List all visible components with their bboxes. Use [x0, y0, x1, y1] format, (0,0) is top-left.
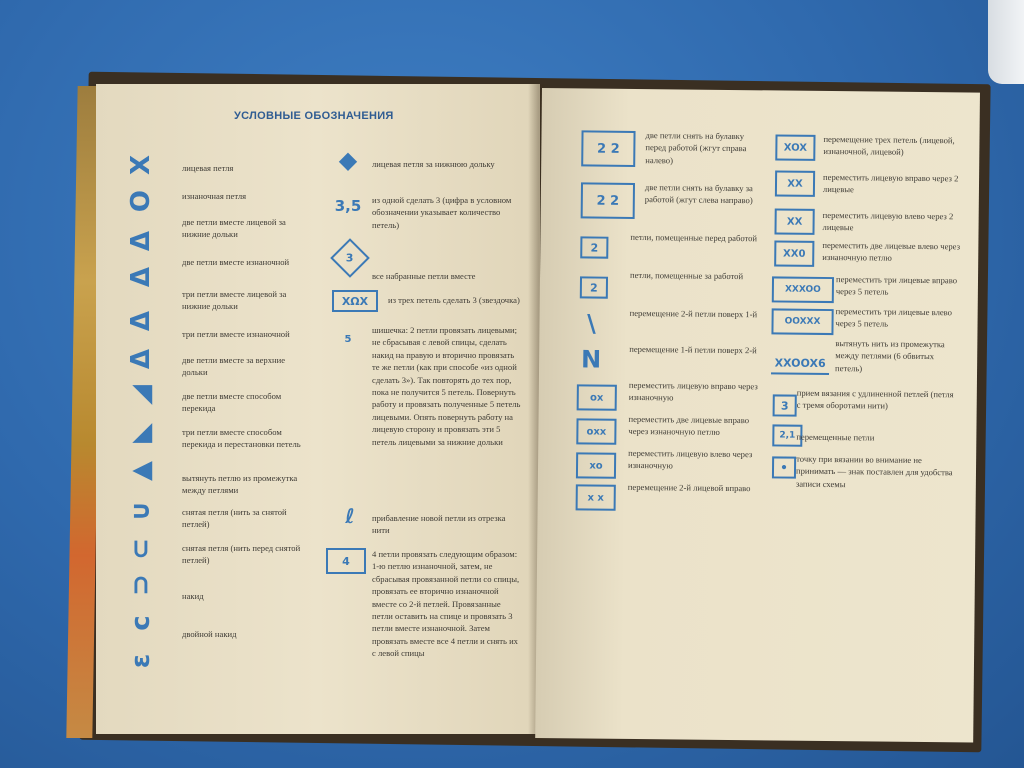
legend-text: две петли вместе за верхние дольки — [182, 355, 286, 378]
legend-text: переместить три лицевые вправо через 5 петель — [835, 274, 958, 298]
legend-text: переместить лицевую вправо через изнаночную — [628, 379, 758, 403]
legend-text: три петли вместе изнаночной — [182, 329, 290, 339]
symbol-corner: ◢ — [126, 385, 156, 405]
symbol-epsilon: ɛ — [126, 653, 156, 669]
purl-four-symbol: 4 — [326, 548, 366, 574]
legend-text: из трех петель сделать 3 (звездочка) — [388, 295, 520, 305]
legend-text: две петли снять на булавку перед работой (жгут справа налево) — [645, 130, 747, 166]
front-stitch-symbol: 2 — [580, 236, 608, 258]
symbol-triangle: Δ — [126, 266, 156, 288]
increase-symbol: 3,5 — [334, 197, 362, 215]
symbol-cone: ▲ — [126, 461, 156, 481]
page-title: УСЛОВНЫЕ ОБОЗНАЧЕНИЯ — [234, 110, 394, 122]
right-page — [535, 88, 980, 743]
legend-text: снятая петля (нить за снятой петлей) — [182, 507, 287, 530]
moved-stitches-symbol: 2,1 — [772, 424, 802, 446]
diamond-number-icon — [330, 238, 370, 278]
symbol-bracket: ⊂ — [126, 538, 156, 560]
symbol-bracket: ⊃ — [126, 574, 156, 596]
symbol-triangle: Δ — [126, 310, 156, 332]
symbol-triangle: Δ — [126, 348, 156, 370]
symbol-c: c — [126, 615, 156, 631]
symbol-corner: ◣ — [126, 423, 156, 443]
legend-text: накид — [182, 591, 204, 601]
legend-text: изнаночная петля — [182, 191, 247, 201]
tablet-device — [988, 0, 1024, 84]
diamond-icon: ◆ — [338, 146, 358, 174]
legend-text: снятая петля (нить перед снятой петлей) — [182, 543, 301, 566]
legend-text: три петли вместе лицевой за нижние дольки — [182, 289, 287, 312]
legend-text: две петли вместе лицевой за нижние дольки — [182, 217, 286, 240]
legend-text: из одной сделать 3 (цифра в условном обозначении указывает количество петель) — [372, 195, 512, 230]
wrapped-loops-symbol: XXOOX6 — [771, 352, 829, 375]
cross-left-symbol: N — [580, 345, 602, 374]
legend-text: все набранные петли вместе — [372, 271, 476, 281]
three-left-five-symbol: OOXXX — [771, 308, 833, 335]
legend-text: переместить лицевую вправо через 2 лицевые — [822, 171, 959, 195]
legend-text: прибавление новой петли из отрезка нити — [372, 513, 506, 536]
legend-text: три петли вместе способом перекида и перестановки петель — [182, 427, 301, 450]
legend-text: переместить лицевую влево через 2 лицевые — [822, 209, 954, 233]
legend-text: шишечка: 2 петли провязать лицевыми; не сбрасывая с левой спицы, сделать накид на правую и вторично провязать те же петли (как при способе «из одной сделать 3»). Так повторять до тех пор, пока не получится 5 петель. Повернуть работу и провязать полученные 5 петель лицевыми. Опять повернуть работу на лицевую сторону и провязать эти 5 петель лицевыми за нижние дольки — [372, 325, 521, 447]
knit-left-symbol: xo — [576, 452, 616, 478]
legend-text: двойной накид — [182, 629, 237, 639]
two-knit-left-symbol: XX0 — [774, 240, 814, 266]
legend-text: точку при вязании во внимание не принимать — знак поставлен для удобства записи схемы — [795, 453, 953, 490]
legend-text: перемещение 2-й лицевой вправо — [627, 481, 751, 494]
two-knit-right-symbol: oxx — [576, 418, 616, 444]
legend-text: переместить две лицевые влево через изнаночную петлю — [822, 239, 961, 264]
legend-text: две петли вместе способом перекида — [182, 391, 282, 414]
loop-symbol: ℓ — [345, 504, 355, 528]
bobble-symbol: 5 — [344, 333, 352, 345]
legend-text: перемещенные петли — [796, 431, 875, 443]
knit-right-two-symbol: XX — [775, 170, 815, 196]
legend-text: вытянуть нить из промежутка между петлями (6 обвитых петель) — [835, 338, 945, 374]
left-page — [96, 84, 540, 734]
legend-text: петли, помещенные за работой — [629, 269, 744, 282]
legend-text: перемещение 2-й петли поверх 1-й — [629, 307, 758, 320]
legend-text: лицевая петля за нижнюю дольку — [372, 159, 495, 169]
star-stitch-symbol: XΩX — [332, 290, 378, 312]
cable-right-symbol: 2 2 — [581, 182, 635, 219]
three-right-five-symbol: XXXOO — [772, 276, 834, 303]
knit-left-two-symbol: XX — [774, 208, 814, 234]
diamond-number-label: 3 — [346, 251, 354, 265]
cross-right-symbol: \ — [586, 309, 597, 338]
legend-text: петли, помещенные перед работой — [630, 231, 758, 244]
legend-text: лицевая петля — [182, 163, 234, 173]
legend-text: перемещение трех петель (лицевой, изнаночной, лицевой) — [823, 133, 955, 158]
dot-icon: • — [772, 456, 796, 478]
legend-text: вытянуть петлю из промежутка между петлями — [182, 473, 298, 496]
knit-right-symbol: ox — [577, 384, 617, 410]
symbol-o: O — [126, 189, 156, 213]
legend-text: переместить лицевую влево через изнаночную — [628, 447, 753, 471]
legend-text: две петли вместе изнаночной — [182, 257, 290, 267]
elongated-loop-symbol: 3 — [773, 394, 797, 416]
legend-text: прием вязания с удлиненной петлей (петля с тремя оборотами нити) — [796, 387, 954, 412]
symbol-column — [124, 146, 160, 669]
second-knit-right-symbol: x x — [576, 484, 616, 510]
legend-text: перемещение 1-й петли поверх 2-й — [629, 343, 757, 356]
back-stitch-symbol: 2 — [580, 276, 608, 298]
three-stitch-move-symbol: XOX — [775, 134, 815, 160]
symbol-triangle: Δ — [126, 230, 156, 252]
legend-text: две петли снять на булавку за работой (жгут слева направо) — [644, 182, 753, 206]
symbol-x: X — [126, 154, 156, 176]
legend-text: переместить три лицевые влево через 5 петель — [835, 306, 953, 330]
cable-left-symbol: 2 2 — [581, 130, 635, 167]
symbol-cup: ∪ — [126, 500, 156, 522]
legend-text: переместить две лицевые вправо через изнаночную петлю — [628, 413, 750, 438]
legend-text: 4 петли провязать следующим образом: 1-ю петлю изнаночной, затем, не сбрасывая провязанной петли со спицы, провязать ее вторично изнаночной вместе со 2-й петлей. Провязанные петли оставить на спице и провязать 3 петли вместе изнаночной. Затем провязать вместе все 4 петли и снять их с левой спицы — [372, 549, 520, 659]
